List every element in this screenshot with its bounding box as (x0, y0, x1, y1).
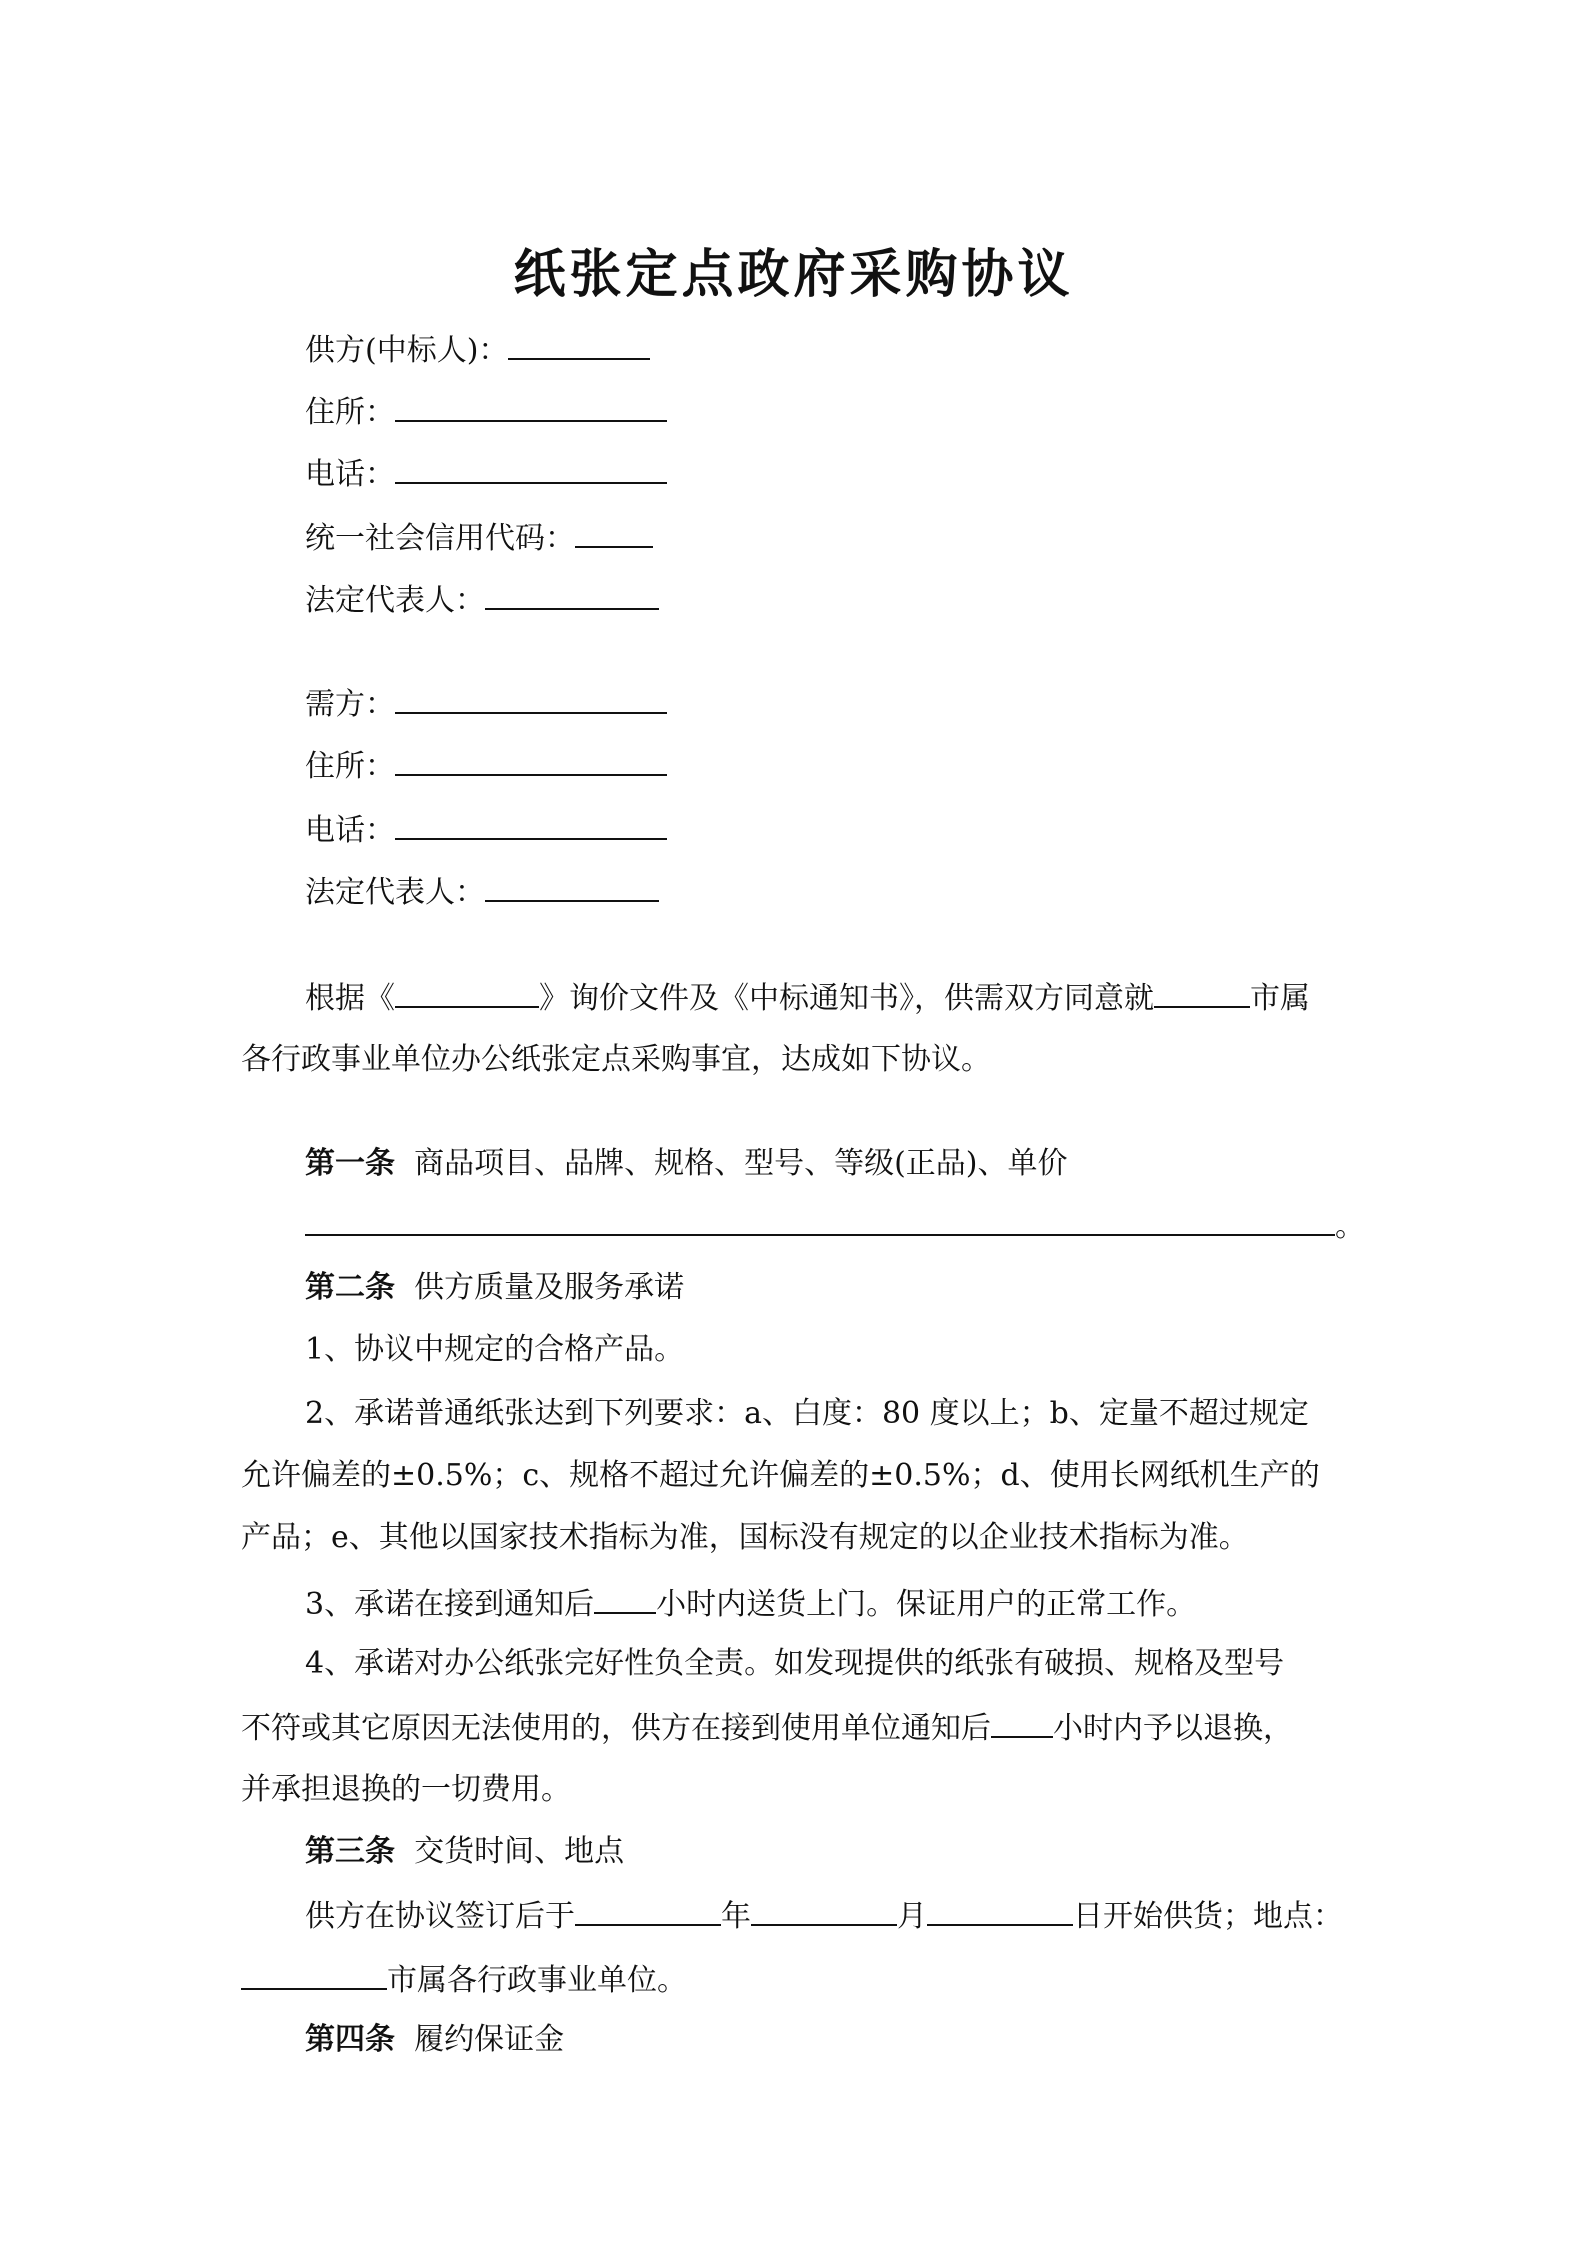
supplier-address-line (305, 390, 667, 433)
supplier-phone-line (305, 452, 667, 495)
article2-item4-line3: 并承担退换的一切费用。 (241, 1772, 571, 1807)
article2-heading: 第二条 (305, 1270, 395, 1305)
article4-heading-line (305, 2020, 564, 2060)
supplier-address-blank (395, 390, 667, 422)
city-name-blank (1154, 976, 1250, 1008)
supplier-legal-rep-line (305, 578, 659, 621)
exchange-hours-blank (991, 1706, 1053, 1738)
delivery-city-blank (241, 1958, 387, 1990)
article1-text: 商品项目、品牌、规格、型号、等级(正品)、单价 (414, 1146, 1068, 1181)
document-title: 纸张定点政府采购协议 (513, 244, 1074, 305)
buyer-legal-rep-line (305, 870, 659, 913)
start-day-blank (927, 1894, 1073, 1926)
buyer-phone-line (305, 808, 667, 851)
supplier-legal-rep-blank (485, 578, 659, 610)
intro-text-p2: 各行政事业单位办公纸张定点采购事宜，达成如下协议。 (241, 1042, 991, 1077)
intro-line-2 (241, 1040, 991, 1080)
buyer-name-blank (395, 682, 667, 714)
article3-text: 交货时间、地点 (414, 1834, 625, 1869)
article3-heading-line (305, 1832, 624, 1872)
supplier-credit-code-label: 统一社会信用代码： (305, 521, 575, 556)
article1-blank (305, 1204, 1335, 1236)
article1-heading-line (305, 1144, 1068, 1184)
article2-item1: 1、协议中规定的合格产品。 (305, 1332, 685, 1367)
supplier-name-line (305, 328, 650, 371)
supplier-name-blank (508, 328, 650, 360)
buyer-phone-blank (395, 808, 667, 840)
article1-end-mark: 。 (1335, 1209, 1365, 1244)
buyer-address-line (305, 744, 667, 787)
article2-text: 供方质量及服务承诺 (414, 1270, 685, 1305)
article4-heading: 第四条 (305, 2022, 395, 2057)
intro-text-b: 》询价文件及《中标通知书》，供需双方同意就 (539, 981, 1154, 1016)
supplier-credit-code-blank (575, 516, 653, 548)
article2-item2-line2: 允许偏差的±0.5%；c、规格不超过允许偏差的±0.5%；d、使用长网纸机生产的 (241, 1458, 1320, 1493)
buyer-name-line (305, 682, 667, 725)
article2-item4-line2 (241, 1706, 1293, 1749)
intro-text-a: 根据《 (305, 981, 395, 1016)
article4-text: 履约保证金 (414, 2022, 565, 2057)
article2-item3-line (305, 1582, 1196, 1625)
article3-l1-b: 年 (721, 1899, 751, 1934)
article2-item2-line1: 2、承诺普通纸张达到下列要求：a、白度：80 度以上；b、定量不超过规定 (305, 1396, 1309, 1431)
intro-line-1 (305, 976, 1310, 1019)
intro-text-c: 市属 (1250, 981, 1310, 1016)
article2-item4-line1: 4、承诺对办公纸张完好性负全责。如发现提供的纸张有破损、规格及型号 (305, 1646, 1285, 1681)
start-year-blank (575, 1894, 721, 1926)
tender-doc-name-blank (395, 976, 539, 1008)
supplier-phone-blank (395, 452, 667, 484)
article1-fill-line (305, 1204, 1365, 1247)
article3-heading: 第三条 (305, 1834, 395, 1869)
delivery-hours-blank (594, 1582, 656, 1614)
article3-line1 (305, 1894, 1343, 1937)
article2-item4-l2-a: 不符或其它原因无法使用的，供方在接到使用单位通知后 (241, 1711, 991, 1746)
article2-item2-line3: 产品；e、其他以国家技术指标为准，国标没有规定的以企业技术指标为准。 (241, 1520, 1249, 1555)
article2-item3-b: 小时内送货上门。保证用户的正常工作。 (656, 1587, 1197, 1622)
buyer-address-label: 住所： (305, 749, 395, 784)
article2-item3-a: 3、承诺在接到通知后 (305, 1587, 595, 1622)
supplier-legal-rep-label: 法定代表人： (305, 583, 485, 618)
article3-l2: 市属各行政事业单位。 (387, 1963, 687, 1998)
start-month-blank (751, 1894, 897, 1926)
article3-line2 (241, 1958, 687, 2001)
article2-item4-l2-b: 小时内予以退换， (1053, 1711, 1293, 1746)
article2-heading-line (305, 1268, 684, 1308)
article1-heading: 第一条 (305, 1146, 395, 1181)
article3-l1-c: 月 (897, 1899, 927, 1934)
supplier-credit-code-line (305, 516, 653, 559)
supplier-phone-label: 电话： (305, 457, 395, 492)
buyer-legal-rep-label: 法定代表人： (305, 875, 485, 910)
buyer-legal-rep-blank (485, 870, 659, 902)
supplier-name-label: 供方(中标人)： (305, 333, 509, 368)
article3-l1-a: 供方在协议签订后于 (305, 1899, 575, 1934)
buyer-phone-label: 电话： (305, 813, 395, 848)
supplier-address-label: 住所： (305, 395, 395, 430)
article3-l1-d: 日开始供货；地点： (1073, 1899, 1343, 1934)
buyer-address-blank (395, 744, 667, 776)
buyer-name-label: 需方： (305, 687, 395, 722)
